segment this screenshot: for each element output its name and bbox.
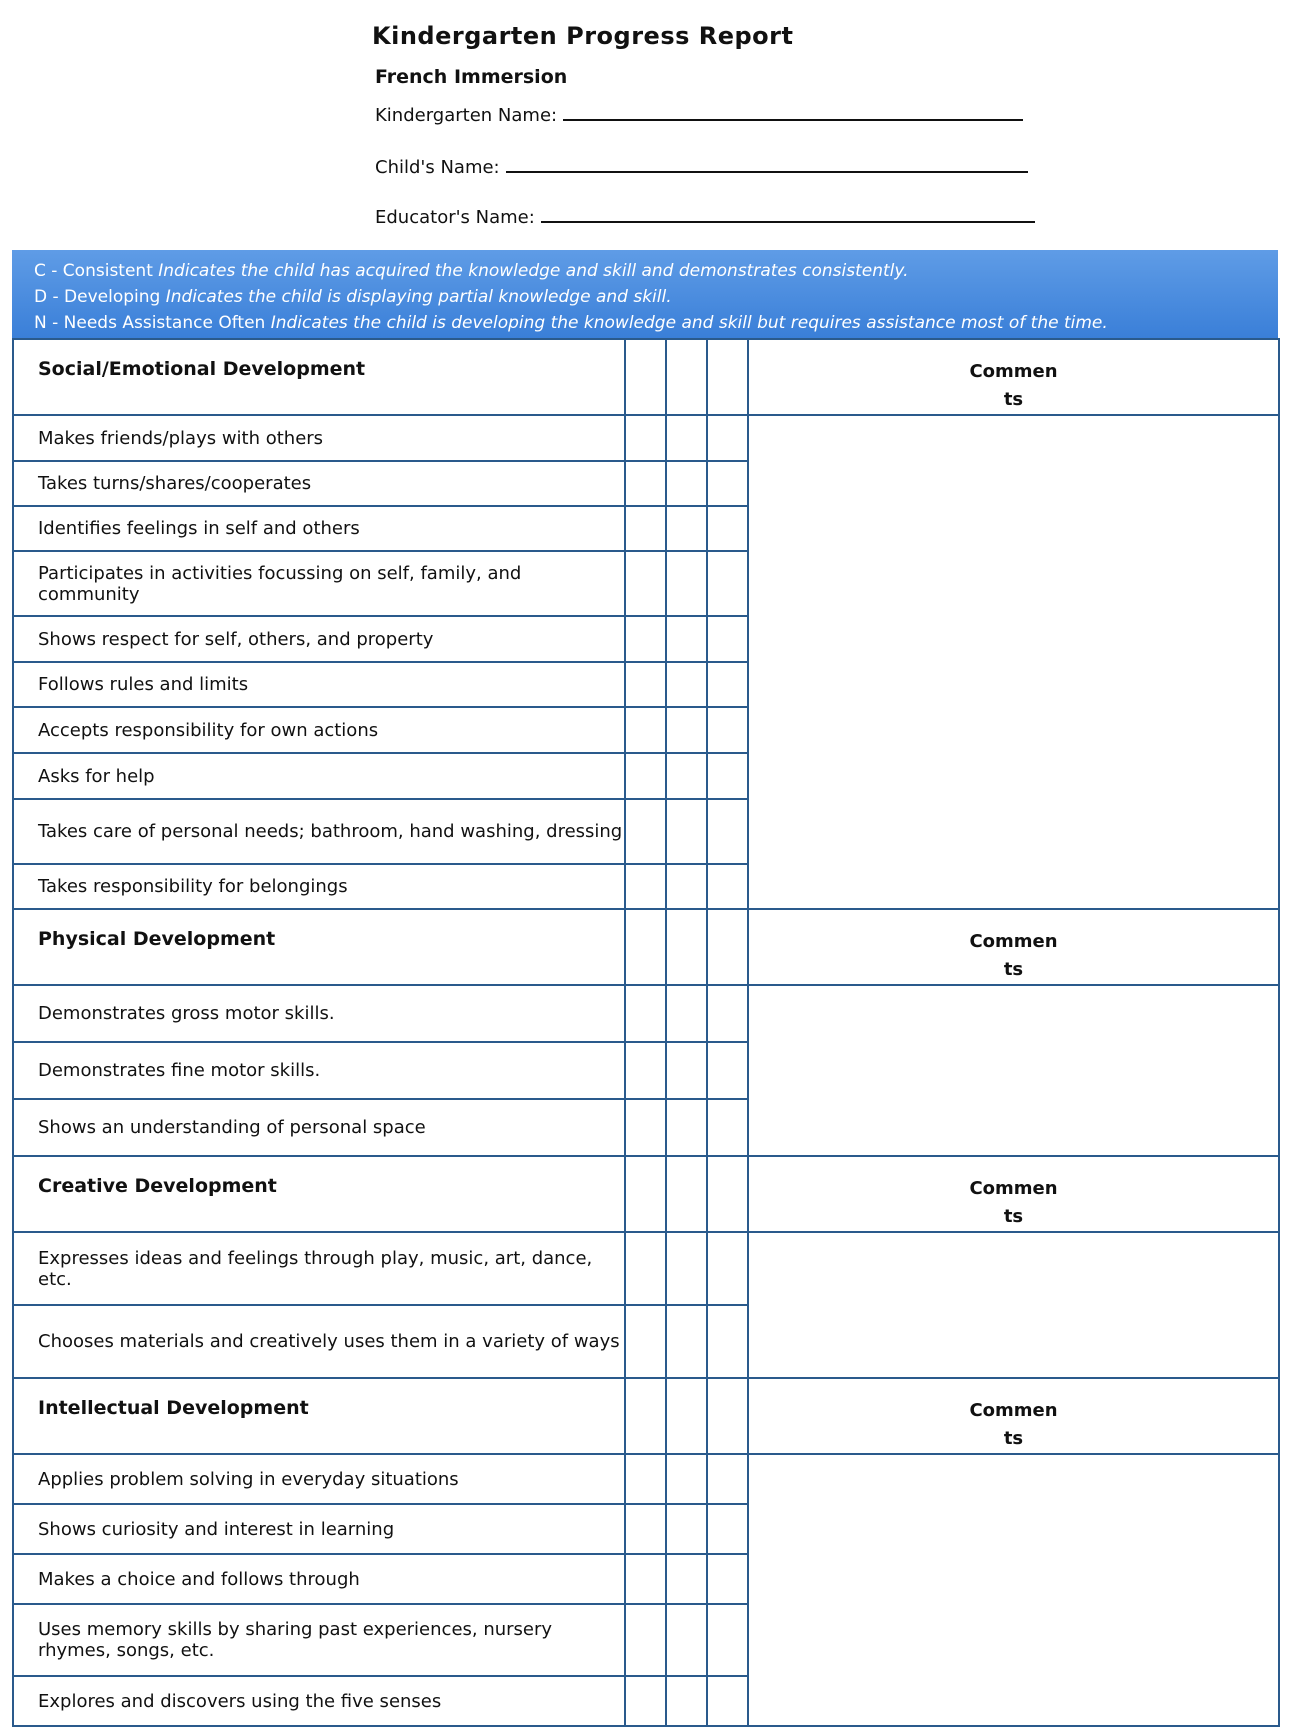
rating-cell-developing[interactable]	[666, 415, 707, 461]
rating-cell-consistent[interactable]	[625, 506, 666, 551]
rating-cell-consistent[interactable]	[625, 1604, 666, 1676]
rating-header-cell	[707, 339, 748, 415]
skill-row	[13, 1232, 1279, 1305]
child-name-line[interactable]	[506, 170, 1028, 173]
rating-cell-developing[interactable]	[666, 753, 707, 799]
educator-name-field[interactable]	[375, 198, 1072, 228]
rating-cell-needs-assistance[interactable]	[707, 1305, 748, 1378]
rating-header-cell	[707, 1378, 748, 1454]
skill-label: Takes care of personal needs; bathroom, hand washing, dressing	[13, 799, 625, 864]
kindergarten-name-label: Kindergarten Name:	[375, 105, 558, 126]
skill-label: Uses memory skills by sharing past experiences, nursery rhymes, songs, etc.	[13, 1604, 625, 1676]
skill-label: Participates in activities focussing on self, family, and community	[13, 551, 625, 616]
educator-name-label: Educator's Name:	[375, 207, 535, 228]
rating-cell-developing[interactable]	[666, 1042, 707, 1099]
comments-label: Commen	[969, 931, 1058, 952]
comments-box[interactable]	[748, 415, 1279, 909]
rating-cell-consistent[interactable]	[625, 1676, 666, 1726]
rating-cell-developing[interactable]	[666, 707, 707, 753]
rating-cell-needs-assistance[interactable]	[707, 1676, 748, 1726]
skill-label: Chooses materials and creatively uses them in a variety of ways	[13, 1305, 625, 1378]
comments-label: Commen	[969, 1178, 1058, 1199]
skill-label: Applies problem solving in everyday situations	[13, 1454, 625, 1504]
page-subtitle: French Immersion	[375, 66, 568, 88]
rating-cell-developing[interactable]	[666, 1554, 707, 1604]
skill-label: Explores and discovers using the five senses	[13, 1676, 625, 1726]
rating-cell-developing[interactable]	[666, 1305, 707, 1378]
legend-developing-code: D - Developing	[34, 287, 161, 307]
section-title: Intellectual Development	[13, 1378, 625, 1454]
comments-box[interactable]	[748, 1454, 1279, 1726]
skill-label: Shows curiosity and interest in learning	[13, 1504, 625, 1554]
progress-table	[12, 338, 1280, 1727]
page-title: Kindergarten Progress Report	[372, 22, 794, 50]
skill-row	[13, 415, 1279, 461]
rating-cell-needs-assistance[interactable]	[707, 461, 748, 506]
rating-cell-consistent[interactable]	[625, 415, 666, 461]
legend-consistent-code: C - Consistent	[34, 261, 153, 281]
legend-developing-text: Indicates the child is displaying partial knowledge and skill.	[165, 287, 672, 307]
rating-cell-developing[interactable]	[666, 799, 707, 864]
rating-cell-consistent[interactable]	[625, 1042, 666, 1099]
rating-cell-developing[interactable]	[666, 616, 707, 662]
rating-cell-developing[interactable]	[666, 461, 707, 506]
rating-cell-needs-assistance[interactable]	[707, 551, 748, 616]
skill-row	[13, 985, 1279, 1042]
legend-needs-assistance-text: Indicates the child is developing the knowledge and skill but requires assistance most of the time.	[270, 313, 1108, 333]
rating-header-cell	[625, 1156, 666, 1232]
comments-label-continued: ts	[1003, 1428, 1024, 1449]
rating-cell-consistent[interactable]	[625, 1232, 666, 1305]
rating-cell-consistent[interactable]	[625, 985, 666, 1042]
rating-header-cell	[707, 909, 748, 985]
rating-cell-needs-assistance[interactable]	[707, 1454, 748, 1504]
rating-cell-developing[interactable]	[666, 1504, 707, 1554]
rating-cell-consistent[interactable]	[625, 551, 666, 616]
rating-cell-consistent[interactable]	[625, 753, 666, 799]
rating-cell-consistent[interactable]	[625, 1305, 666, 1378]
skill-label: Accepts responsibility for own actions	[13, 707, 625, 753]
comments-box[interactable]	[748, 985, 1279, 1156]
rating-cell-needs-assistance[interactable]	[707, 662, 748, 707]
rating-cell-consistent[interactable]	[625, 616, 666, 662]
skill-label: Takes turns/shares/cooperates	[13, 461, 625, 506]
rating-cell-needs-assistance[interactable]	[707, 1604, 748, 1676]
rating-header-cell	[666, 1156, 707, 1232]
skill-label: Follows rules and limits	[13, 662, 625, 707]
rating-header-cell	[625, 339, 666, 415]
rating-cell-consistent[interactable]	[625, 1099, 666, 1156]
section-header-row	[13, 1156, 1279, 1232]
legend-needs-assistance	[34, 310, 1278, 336]
child-name-field[interactable]	[375, 148, 1072, 178]
skill-row	[13, 1454, 1279, 1504]
legend-developing	[34, 284, 1278, 310]
report-header	[372, 22, 1072, 228]
skill-label: Identifies feelings in self and others	[13, 506, 625, 551]
rating-header-cell	[666, 339, 707, 415]
rating-cell-developing[interactable]	[666, 1676, 707, 1726]
comments-label: Commen	[969, 361, 1058, 382]
rating-cell-needs-assistance[interactable]	[707, 864, 748, 909]
skill-label: Shows an understanding of personal space	[13, 1099, 625, 1156]
rating-cell-developing[interactable]	[666, 551, 707, 616]
rating-cell-developing[interactable]	[666, 1604, 707, 1676]
comments-label-continued: ts	[1003, 959, 1024, 980]
rating-cell-developing[interactable]	[666, 985, 707, 1042]
rating-cell-needs-assistance[interactable]	[707, 506, 748, 551]
section-header-row	[13, 339, 1279, 415]
rating-cell-needs-assistance[interactable]	[707, 1232, 748, 1305]
rating-cell-developing[interactable]	[666, 1099, 707, 1156]
kindergarten-name-line[interactable]	[563, 118, 1023, 121]
rating-cell-consistent[interactable]	[625, 707, 666, 753]
rating-cell-developing[interactable]	[666, 662, 707, 707]
rating-header-cell	[666, 1378, 707, 1454]
rating-cell-consistent[interactable]	[625, 1454, 666, 1504]
rating-cell-consistent[interactable]	[625, 461, 666, 506]
rating-header-cell	[707, 1156, 748, 1232]
rating-cell-needs-assistance[interactable]	[707, 1042, 748, 1099]
rating-cell-developing[interactable]	[666, 506, 707, 551]
rating-cell-consistent[interactable]	[625, 799, 666, 864]
rating-cell-needs-assistance[interactable]	[707, 799, 748, 864]
skill-label: Demonstrates gross motor skills.	[13, 985, 625, 1042]
skill-label: Makes a choice and follows through	[13, 1554, 625, 1604]
skill-label: Shows respect for self, others, and property	[13, 616, 625, 662]
rating-header-cell	[625, 1378, 666, 1454]
rating-header-cell	[666, 909, 707, 985]
rating-cell-needs-assistance[interactable]	[707, 616, 748, 662]
skill-label: Asks for help	[13, 753, 625, 799]
kindergarten-name-field[interactable]	[375, 96, 1072, 126]
rating-cell-needs-assistance[interactable]	[707, 753, 748, 799]
skill-label: Makes friends/plays with others	[13, 415, 625, 461]
section-title: Creative Development	[13, 1156, 625, 1232]
rating-cell-needs-assistance[interactable]	[707, 1554, 748, 1604]
section-header-row	[13, 1378, 1279, 1454]
comments-label-continued: ts	[1003, 389, 1024, 410]
skill-label: Expresses ideas and feelings through play, music, art, dance, etc.	[13, 1232, 625, 1305]
rating-cell-needs-assistance[interactable]	[707, 1099, 748, 1156]
rating-cell-consistent[interactable]	[625, 1504, 666, 1554]
child-name-label: Child's Name:	[375, 157, 500, 178]
comments-header	[748, 1156, 1279, 1232]
rating-header-cell	[625, 909, 666, 985]
legend-consistent	[34, 258, 1278, 284]
skill-label: Demonstrates fine motor skills.	[13, 1042, 625, 1099]
rating-cell-developing[interactable]	[666, 1454, 707, 1504]
legend-needs-assistance-code: N - Needs Assistance Often	[34, 313, 266, 333]
section-header-row	[13, 909, 1279, 985]
comments-header	[748, 1378, 1279, 1454]
comments-label-continued: ts	[1003, 1206, 1024, 1227]
comments-box[interactable]	[748, 1232, 1279, 1378]
section-title: Social/Emotional Development	[13, 339, 625, 415]
comments-label: Commen	[969, 1400, 1058, 1421]
rating-cell-needs-assistance[interactable]	[707, 1504, 748, 1554]
rating-cell-developing[interactable]	[666, 864, 707, 909]
comments-header	[748, 339, 1279, 415]
rating-cell-consistent[interactable]	[625, 1554, 666, 1604]
rating-cell-needs-assistance[interactable]	[707, 415, 748, 461]
educator-name-line[interactable]	[541, 220, 1035, 223]
rating-cell-developing[interactable]	[666, 1232, 707, 1305]
rating-cell-needs-assistance[interactable]	[707, 707, 748, 753]
skill-label: Takes responsibility for belongings	[13, 864, 625, 909]
comments-header	[748, 909, 1279, 985]
rating-cell-consistent[interactable]	[625, 662, 666, 707]
rating-legend	[12, 250, 1278, 338]
legend-consistent-text: Indicates the child has acquired the knowledge and skill and demonstrates consistently.	[158, 261, 909, 281]
section-title: Physical Development	[13, 909, 625, 985]
rating-cell-consistent[interactable]	[625, 864, 666, 909]
rating-cell-needs-assistance[interactable]	[707, 985, 748, 1042]
